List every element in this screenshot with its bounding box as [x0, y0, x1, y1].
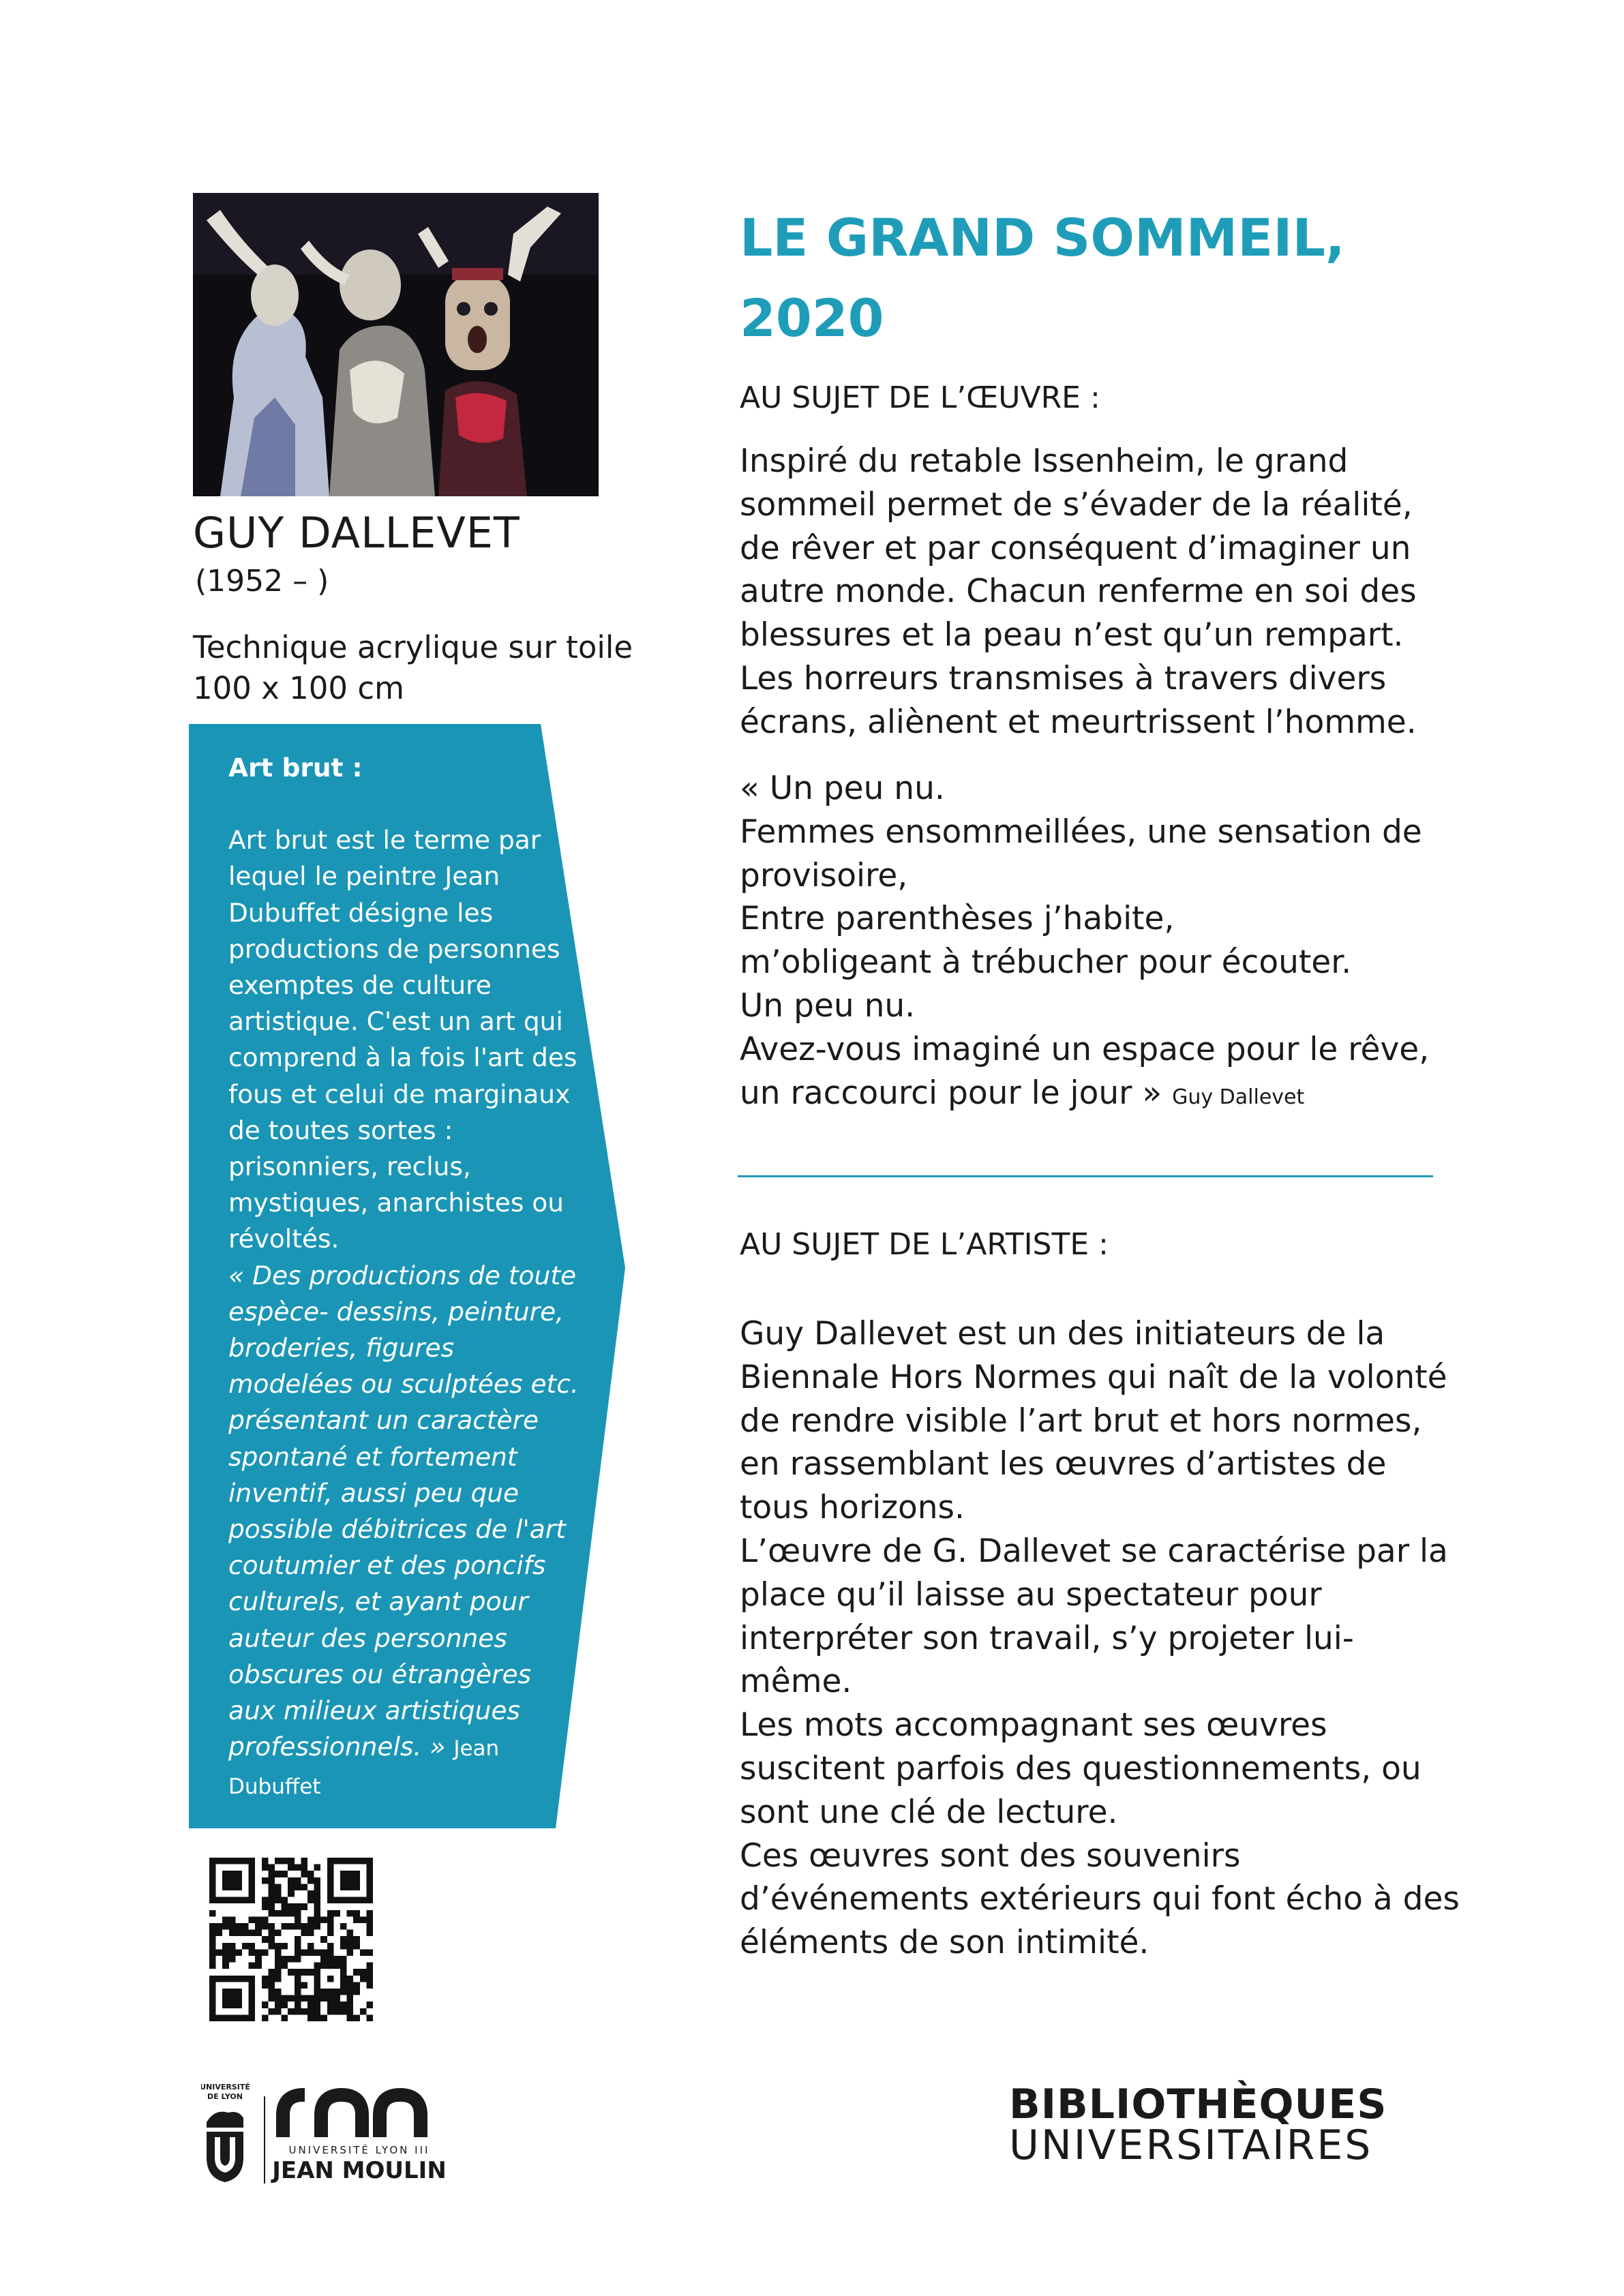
bu-logo: [1009, 2081, 1387, 2169]
bu-line2: UNIVERSITAIRES: [1009, 2121, 1373, 2169]
poem-author: Guy Dallevet: [1172, 1085, 1305, 1109]
poem-line: m’obligeant à trébucher pour écouter.: [740, 943, 1352, 982]
art-brut-definition: Art brut est le terme par lequel le peintre Jean Dubuffet désigne les productions de personnes exemptes de culture artistique. C'est un art qui comprend à la fois l'art des fous et celui de marginaux de toutes sortes : prisonniers, reclus, mystiques, anarchistes ou révoltés.: [228, 825, 577, 1254]
artist-paragraph: Les mots accompagnant ses œuvres suscitent parfois des questionnements, ou sont une clé de lecture.: [740, 1706, 1422, 1831]
work-title: [740, 198, 1558, 359]
work-title-line1: LE GRAND SOMMEIL,: [740, 207, 1345, 268]
poem: [740, 767, 1462, 1119]
artist-paragraph: Ces œuvres sont des souvenirs d’événements extérieurs qui font écho à des éléments de son intimité.: [740, 1837, 1460, 1962]
artist-years: (1952 – ): [195, 564, 329, 599]
art-brut-title: Art brut :: [228, 753, 363, 783]
section-label-work: AU SUJET DE L’ŒUVRE :: [740, 380, 1100, 415]
bu-line1: BIBLIOTHÈQUES: [1009, 2081, 1387, 2128]
section-label-artist: AU SUJET DE L’ARTISTE :: [740, 1227, 1109, 1262]
artwork-technique-block: [193, 627, 633, 709]
art-brut-quote: « Des productions de toute espèce- dessins, peinture, broderies, figures modelées ou sculptées etc. présentant un caractère spontané et fortement inventif, aussi peu que possible débitrices de l'art coutumier et des poncifs culturels, et ayant pour auteur des personnes obscures ou étrangères aux milieux artistiques professionnels. »: [228, 1260, 579, 1762]
work-description: [740, 440, 1462, 744]
poem-line: Femmes ensommeillées, une sensation de provisoire,: [740, 813, 1422, 894]
artist-name: GUY DALLEVET: [193, 508, 520, 558]
poem-line: Avez-vous imaginé un espace pour le rêve,: [740, 1030, 1430, 1068]
artwork-technique: Technique acrylique sur toile: [193, 629, 633, 665]
artist-paragraph: Guy Dallevet est un des initiateurs de la Biennale Hors Normes qui naît de la volonté de rendre visible l’art brut et hors normes, en rassemblant les œuvres d’artistes de tous horizons.: [740, 1315, 1447, 1527]
univ-name: JEAN MOULIN: [272, 2157, 447, 2184]
poem-line: un raccourci pour le jour »: [740, 1074, 1162, 1112]
work-description-text: Inspiré du retable Issenheim, le grand sommeil permet de s’évader de la réalité, de rêver et par conséquent d’imaginer un autre monde. Chacun renferme en soi des blessures et la peau n’est qu’un rempart. Les horreurs transmises à travers divers écrans, aliènent et meurtrissent l’homme.: [740, 442, 1417, 741]
artist-paragraph: L’œuvre de G. Dallevet se caractérise par la place qu’il laisse au spectateur pour interpréter son travail, s’y projeter lui-même.: [740, 1532, 1448, 1701]
univ-small-line1: UNIVERSITÉ: [201, 2083, 250, 2091]
university-logo: [201, 2083, 487, 2185]
section-divider: [738, 1175, 1433, 1177]
artist-description: [740, 1312, 1462, 1965]
qr-code-icon[interactable]: [209, 1858, 373, 2021]
poem-line: Entre parenthèses j’habite,: [740, 900, 1175, 938]
art-brut-text: [228, 750, 583, 1806]
univ-line: UNIVERSITÉ LYON III: [288, 2144, 430, 2156]
lion-crest-icon: [207, 2112, 243, 2182]
artwork-dimensions: 100 x 100 cm: [193, 670, 404, 706]
art-brut-quote-author: Jean Dubuffet: [228, 1736, 500, 1800]
poem-line: « Un peu nu.: [740, 770, 945, 807]
univ-small-line2: DE LYON: [207, 2092, 243, 2101]
artwork-image: [193, 193, 599, 496]
poem-line: Un peu nu.: [740, 986, 916, 1025]
work-title-line2: 2020: [740, 288, 884, 348]
art-brut-panel: [189, 724, 625, 1828]
